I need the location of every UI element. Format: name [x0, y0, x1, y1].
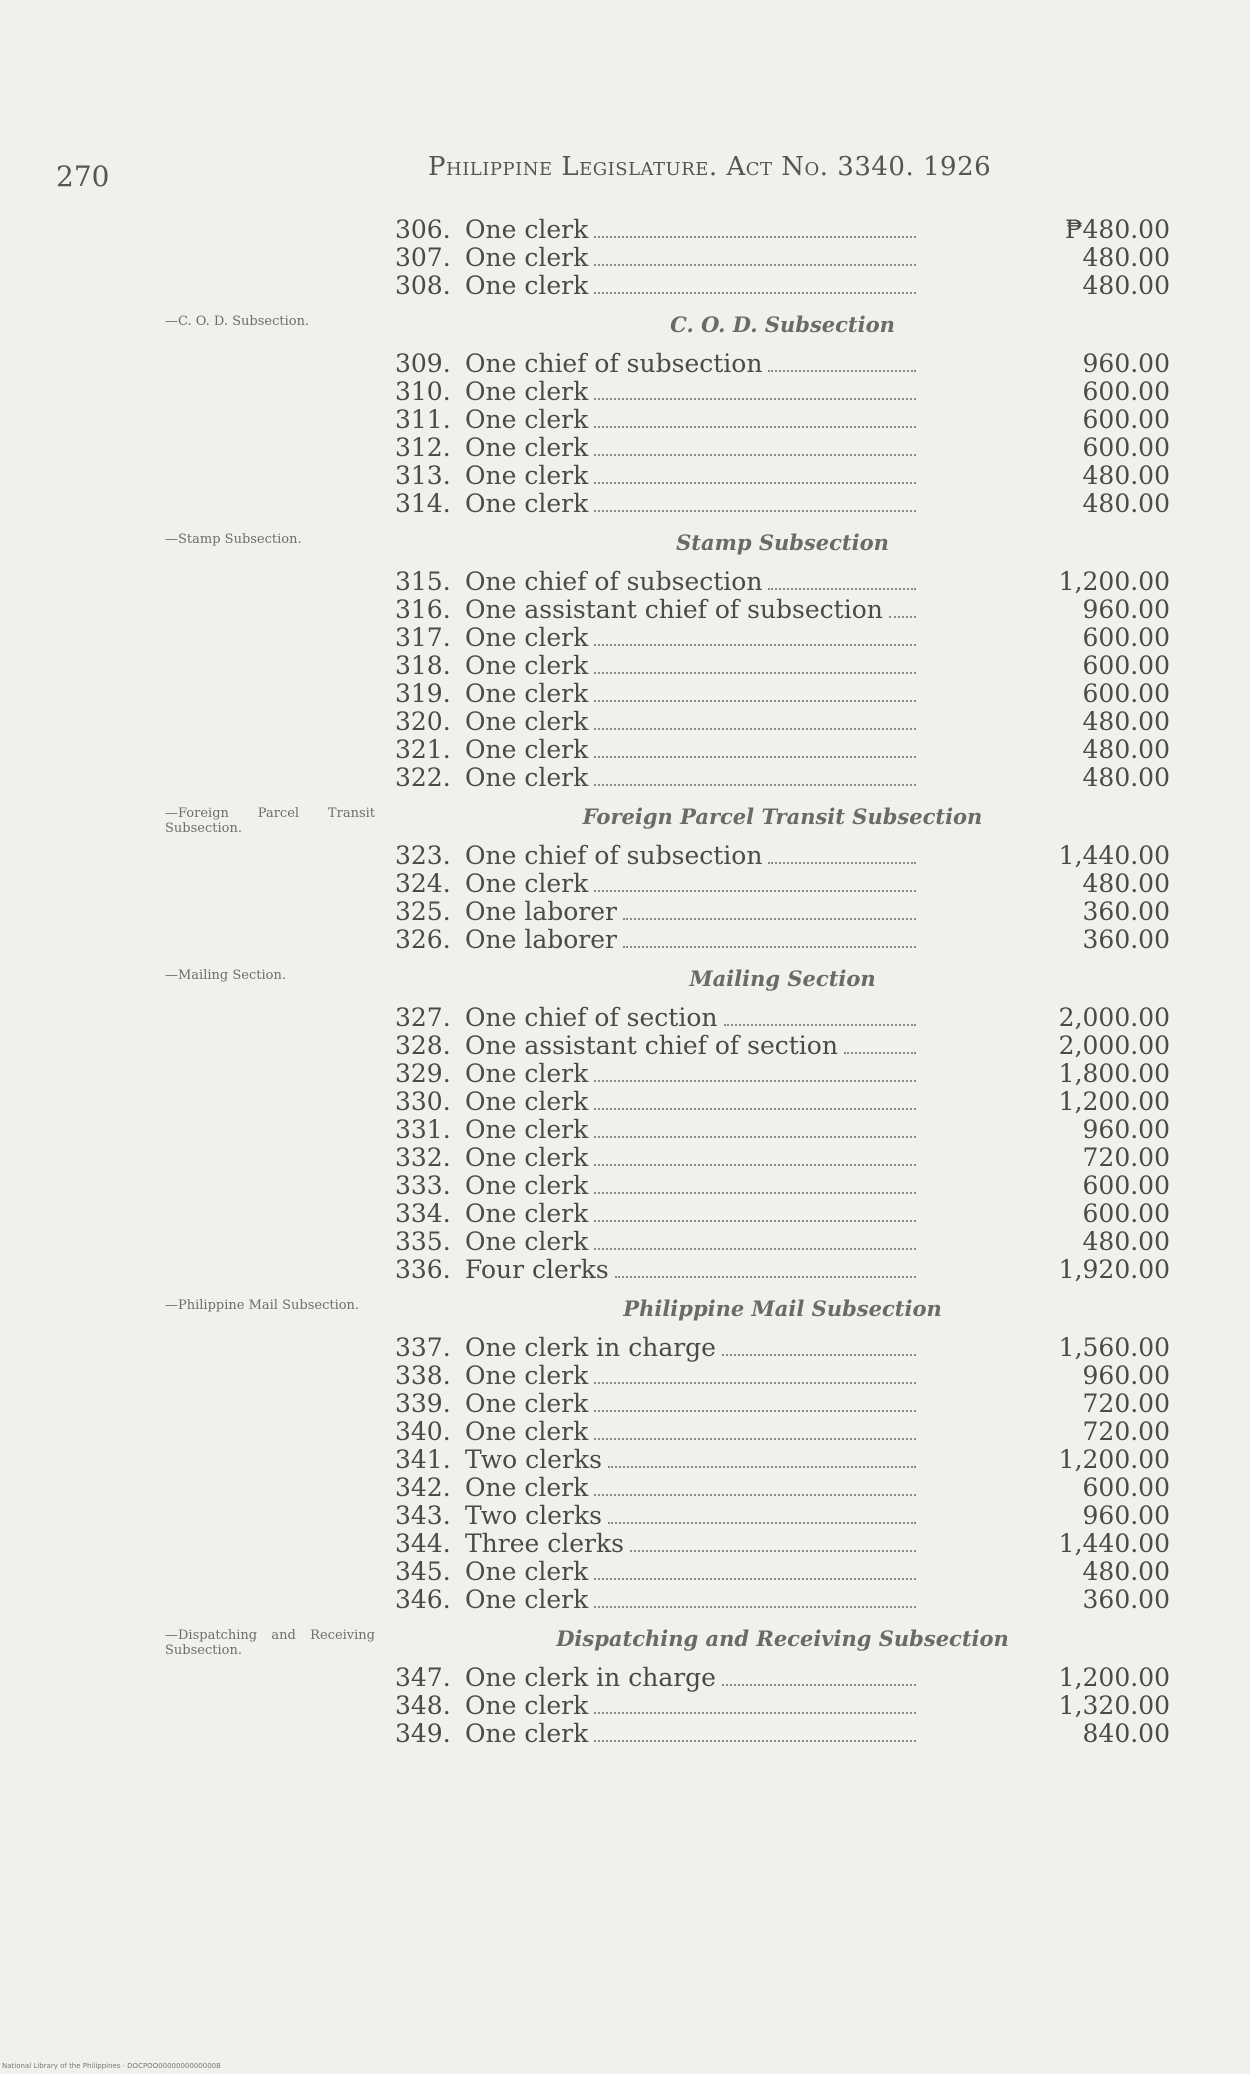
section-block [395, 308, 1170, 518]
item-amount: 2,000.00 [1058, 1003, 1170, 1032]
dot-leader [594, 1192, 916, 1194]
item-number: 316. [395, 595, 451, 624]
item-number: 334. [395, 1199, 451, 1228]
section-block [395, 526, 1170, 792]
line-item [395, 378, 1170, 406]
line-item [395, 1692, 1170, 1720]
item-description: One clerk [465, 1417, 589, 1446]
dot-leader [594, 1382, 916, 1384]
item-number: 326. [395, 925, 451, 954]
dot-leader [608, 1522, 916, 1524]
line-item [395, 1558, 1170, 1586]
dot-leader [594, 1740, 916, 1742]
item-description: One clerk [465, 433, 589, 462]
dot-leader [844, 1052, 916, 1054]
item-number: 335. [395, 1227, 451, 1256]
dot-leader [768, 862, 916, 864]
item-description: One clerk [465, 1557, 589, 1586]
item-description: One clerk [465, 1227, 589, 1256]
line-item [395, 1200, 1170, 1228]
dot-leader [594, 890, 916, 892]
item-amount: 600.00 [1082, 651, 1170, 680]
item-number: 315. [395, 567, 451, 596]
item-description: One clerk [465, 1199, 589, 1228]
line-item [395, 596, 1170, 624]
item-description: One clerk [465, 623, 589, 652]
item-description: Three clerks [465, 1529, 624, 1558]
dot-leader [594, 454, 916, 456]
item-number: 336. [395, 1255, 451, 1284]
item-amount: 840.00 [1082, 1719, 1170, 1748]
line-item [395, 652, 1170, 680]
item-number: 327. [395, 1003, 451, 1032]
item-amount: 480.00 [1082, 489, 1170, 518]
line-item [395, 764, 1170, 792]
dot-leader [594, 398, 916, 400]
item-description: Two clerks [465, 1501, 602, 1530]
dot-leader [724, 1024, 916, 1026]
dot-leader [594, 482, 916, 484]
item-amount: 480.00 [1082, 763, 1170, 792]
item-number: 337. [395, 1333, 451, 1362]
item-description: One clerk [465, 735, 589, 764]
item-number: 348. [395, 1691, 451, 1720]
item-amount: 960.00 [1082, 1361, 1170, 1390]
line-item [395, 1256, 1170, 1284]
item-amount: 480.00 [1082, 1227, 1170, 1256]
item-number: 329. [395, 1059, 451, 1088]
section-heading: Foreign Parcel Transit Subsection [582, 804, 983, 829]
line-item [395, 898, 1170, 926]
item-description: One clerk [465, 1473, 589, 1502]
section-heading: Stamp Subsection [676, 530, 889, 555]
line-item [395, 1334, 1170, 1362]
line-item [395, 736, 1170, 764]
dot-leader [594, 510, 916, 512]
item-amount: 600.00 [1082, 405, 1170, 434]
dot-leader [722, 1354, 916, 1356]
item-description: One clerk [465, 1691, 589, 1720]
item-amount: 360.00 [1082, 1585, 1170, 1614]
dot-leader [889, 616, 916, 618]
section-block [395, 216, 1170, 300]
item-description: Four clerks [465, 1255, 609, 1284]
item-description: One chief of subsection [465, 349, 763, 378]
line-item [395, 1502, 1170, 1530]
item-description: One assistant chief of subsection [465, 595, 883, 624]
item-amount: 480.00 [1082, 271, 1170, 300]
item-description: One laborer [465, 897, 617, 926]
line-item [395, 1116, 1170, 1144]
line-item [395, 1060, 1170, 1088]
line-item [395, 1032, 1170, 1060]
item-amount: 1,440.00 [1058, 1529, 1170, 1558]
appropriation-list [395, 216, 1170, 1748]
margin-note: —Foreign Parcel Transit Subsection. [165, 806, 375, 836]
dot-leader [608, 1466, 916, 1468]
item-number: 333. [395, 1171, 451, 1200]
item-amount: 720.00 [1082, 1143, 1170, 1172]
item-description: One clerk [465, 489, 589, 518]
item-description: Two clerks [465, 1445, 602, 1474]
item-amount: ₱480.00 [1064, 215, 1170, 244]
item-amount: 960.00 [1082, 595, 1170, 624]
item-number: 330. [395, 1087, 451, 1116]
item-number: 321. [395, 735, 451, 764]
dot-leader [594, 728, 916, 730]
item-amount: 600.00 [1082, 1199, 1170, 1228]
dot-leader [623, 946, 916, 948]
line-item [395, 1664, 1170, 1692]
line-item [395, 1144, 1170, 1172]
item-description: One clerk in charge [465, 1663, 716, 1692]
item-number: 323. [395, 841, 451, 870]
item-amount: 1,440.00 [1058, 841, 1170, 870]
item-number: 343. [395, 1501, 451, 1530]
item-amount: 480.00 [1082, 707, 1170, 736]
line-item [395, 1228, 1170, 1256]
dot-leader [594, 426, 916, 428]
line-item [395, 870, 1170, 898]
line-item [395, 1172, 1170, 1200]
line-item [395, 490, 1170, 518]
dot-leader [722, 1684, 916, 1686]
item-amount: 720.00 [1082, 1389, 1170, 1418]
item-number: 347. [395, 1663, 451, 1692]
section-heading: Philippine Mail Subsection [623, 1296, 942, 1321]
dot-leader [594, 672, 916, 674]
item-number: 325. [395, 897, 451, 926]
item-number: 310. [395, 377, 451, 406]
item-amount: 360.00 [1082, 897, 1170, 926]
item-number: 339. [395, 1389, 451, 1418]
line-item [395, 1530, 1170, 1558]
dot-leader [594, 1248, 916, 1250]
page-number: 270 [56, 160, 110, 193]
line-item [395, 1390, 1170, 1418]
footer-id: National Library of the Philippines · DOCPOO0000000000000B [2, 2062, 221, 2070]
dot-leader [594, 644, 916, 646]
item-number: 328. [395, 1031, 451, 1060]
margin-note: —C. O. D. Subsection. [165, 314, 310, 329]
item-number: 340. [395, 1417, 451, 1446]
item-description: One clerk [465, 243, 589, 272]
item-amount: 480.00 [1082, 243, 1170, 272]
item-amount: 360.00 [1082, 925, 1170, 954]
item-amount: 720.00 [1082, 1417, 1170, 1446]
item-amount: 600.00 [1082, 679, 1170, 708]
margin-note: —Dispatching and Receiving Subsection. [165, 1628, 375, 1658]
item-description: One clerk [465, 1143, 589, 1172]
item-number: 322. [395, 763, 451, 792]
line-item [395, 1720, 1170, 1748]
line-item [395, 1004, 1170, 1032]
line-item [395, 1418, 1170, 1446]
item-description: One clerk [465, 651, 589, 680]
dot-leader [594, 1578, 916, 1580]
line-item [395, 1088, 1170, 1116]
margin-note: —Philippine Mail Subsection. [165, 1298, 360, 1313]
item-description: One clerk [465, 763, 589, 792]
item-number: 324. [395, 869, 451, 898]
line-item [395, 1446, 1170, 1474]
dot-leader [594, 1080, 916, 1082]
item-amount: 600.00 [1082, 377, 1170, 406]
line-item [395, 708, 1170, 736]
item-number: 309. [395, 349, 451, 378]
section-block [395, 800, 1170, 954]
line-item [395, 406, 1170, 434]
item-description: One clerk in charge [465, 1333, 716, 1362]
item-number: 312. [395, 433, 451, 462]
running-head: Philippine Legislature. Act No. 3340. 1926 [428, 152, 992, 182]
item-number: 349. [395, 1719, 451, 1748]
line-item [395, 926, 1170, 954]
item-number: 338. [395, 1361, 451, 1390]
item-number: 307. [395, 243, 451, 272]
item-number: 342. [395, 1473, 451, 1502]
item-number: 313. [395, 461, 451, 490]
dot-leader [594, 1712, 916, 1714]
section-block [395, 962, 1170, 1284]
item-amount: 1,320.00 [1058, 1691, 1170, 1720]
line-item [395, 434, 1170, 462]
item-description: One chief of subsection [465, 567, 763, 596]
item-amount: 1,200.00 [1058, 1663, 1170, 1692]
item-description: One clerk [465, 1719, 589, 1748]
item-amount: 960.00 [1082, 1115, 1170, 1144]
margin-note: —Mailing Section. [165, 968, 286, 983]
item-number: 331. [395, 1115, 451, 1144]
item-number: 311. [395, 405, 451, 434]
item-amount: 960.00 [1082, 349, 1170, 378]
dot-leader [594, 236, 916, 238]
item-amount: 1,800.00 [1058, 1059, 1170, 1088]
section-heading: Mailing Section [689, 966, 876, 991]
item-amount: 480.00 [1082, 461, 1170, 490]
dot-leader [594, 1164, 916, 1166]
item-number: 318. [395, 651, 451, 680]
dot-leader [594, 1606, 916, 1608]
dot-leader [594, 1438, 916, 1440]
item-amount: 1,200.00 [1058, 567, 1170, 596]
line-item [395, 462, 1170, 490]
item-amount: 1,920.00 [1058, 1255, 1170, 1284]
item-description: One clerk [465, 1059, 589, 1088]
item-amount: 480.00 [1082, 869, 1170, 898]
item-description: One chief of section [465, 1003, 718, 1032]
item-number: 319. [395, 679, 451, 708]
item-description: One clerk [465, 405, 589, 434]
line-item [395, 350, 1170, 378]
dot-leader [768, 588, 916, 590]
line-item [395, 1586, 1170, 1614]
item-description: One clerk [465, 1585, 589, 1614]
line-item [395, 272, 1170, 300]
item-amount: 2,000.00 [1058, 1031, 1170, 1060]
item-description: One clerk [465, 707, 589, 736]
dot-leader [594, 756, 916, 758]
item-number: 346. [395, 1585, 451, 1614]
section-heading: Dispatching and Receiving Subsection [556, 1626, 1009, 1651]
dot-leader [594, 264, 916, 266]
item-description: One clerk [465, 271, 589, 300]
line-item [395, 568, 1170, 596]
item-description: One clerk [465, 461, 589, 490]
item-number: 314. [395, 489, 451, 518]
item-number: 332. [395, 1143, 451, 1172]
line-item [395, 1362, 1170, 1390]
item-amount: 1,200.00 [1058, 1445, 1170, 1474]
dot-leader [594, 1220, 916, 1222]
line-item [395, 680, 1170, 708]
section-heading: C. O. D. Subsection [670, 312, 895, 337]
dot-leader [594, 700, 916, 702]
item-description: One clerk [465, 377, 589, 406]
dot-leader [594, 1494, 916, 1496]
item-description: One clerk [465, 1115, 589, 1144]
item-amount: 480.00 [1082, 735, 1170, 764]
line-item [395, 216, 1170, 244]
item-description: One clerk [465, 679, 589, 708]
item-number: 306. [395, 215, 451, 244]
margin-note: —Stamp Subsection. [165, 532, 302, 547]
item-number: 345. [395, 1557, 451, 1586]
dot-leader [594, 1108, 916, 1110]
item-description: One clerk [465, 1389, 589, 1418]
item-description: One laborer [465, 925, 617, 954]
item-number: 341. [395, 1445, 451, 1474]
item-description: One clerk [465, 1361, 589, 1390]
item-number: 308. [395, 271, 451, 300]
item-number: 317. [395, 623, 451, 652]
dot-leader [594, 1410, 916, 1412]
item-amount: 960.00 [1082, 1501, 1170, 1530]
line-item [395, 1474, 1170, 1502]
item-amount: 600.00 [1082, 623, 1170, 652]
dot-leader [630, 1550, 916, 1552]
item-description: One clerk [465, 1171, 589, 1200]
item-number: 320. [395, 707, 451, 736]
item-amount: 600.00 [1082, 1473, 1170, 1502]
item-description: One clerk [465, 869, 589, 898]
line-item [395, 842, 1170, 870]
item-amount: 1,560.00 [1058, 1333, 1170, 1362]
dot-leader [594, 292, 916, 294]
item-description: One clerk [465, 215, 589, 244]
dot-leader [594, 1136, 916, 1138]
section-block [395, 1292, 1170, 1614]
item-amount: 600.00 [1082, 433, 1170, 462]
dot-leader [594, 784, 916, 786]
item-description: One clerk [465, 1087, 589, 1116]
item-amount: 480.00 [1082, 1557, 1170, 1586]
dot-leader [615, 1276, 916, 1278]
dot-leader [623, 918, 916, 920]
item-description: One assistant chief of section [465, 1031, 838, 1060]
item-amount: 600.00 [1082, 1171, 1170, 1200]
item-description: One chief of subsection [465, 841, 763, 870]
line-item [395, 624, 1170, 652]
line-item [395, 244, 1170, 272]
item-number: 344. [395, 1529, 451, 1558]
item-amount: 1,200.00 [1058, 1087, 1170, 1116]
dot-leader [768, 370, 916, 372]
section-block [395, 1622, 1170, 1748]
